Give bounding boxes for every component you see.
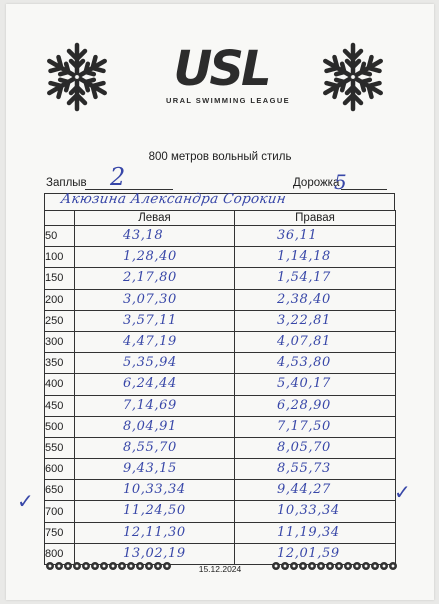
- mini-snowflake-icon: [353, 562, 361, 570]
- table-row: [45, 353, 396, 374]
- distance-cell: 250: [45, 310, 75, 331]
- footer-date: 15.12.2024: [198, 564, 242, 574]
- logo-letters: USL: [173, 41, 269, 97]
- right-time-cell: [235, 226, 396, 247]
- distance-cell: 150: [45, 268, 75, 289]
- event-title: 800 метров вольный стиль: [148, 151, 292, 163]
- right-time-cell: [235, 395, 396, 416]
- left-time-cell: [75, 374, 235, 395]
- table-row: [45, 416, 396, 437]
- right-time: 12,01,59: [277, 545, 340, 561]
- left-time-cell: [75, 459, 235, 480]
- left-time: 13,02,19: [123, 545, 186, 561]
- right-time-cell: [235, 416, 396, 437]
- table-row: [45, 289, 396, 310]
- distance-cell: 600: [45, 459, 75, 480]
- table-row: [45, 226, 396, 247]
- right-time: 11,19,34: [277, 524, 340, 540]
- mini-snowflake-icon: [389, 562, 397, 570]
- mini-snowflake-icon: [299, 562, 307, 570]
- heat-label: Заплыв: [46, 177, 87, 189]
- distance-cell: 500: [45, 416, 75, 437]
- header-distance: [45, 211, 75, 226]
- distance-cell: 450: [45, 395, 75, 416]
- distance-cell: 200: [45, 289, 75, 310]
- usl-logo: [146, 41, 296, 110]
- mini-snowflake-icon: [272, 562, 280, 570]
- header-right: Правая: [235, 211, 396, 226]
- left-time-cell: [75, 437, 235, 458]
- mini-snowflake-icon: [335, 562, 343, 570]
- left-time-cell: [75, 331, 235, 352]
- left-time-cell: [75, 226, 235, 247]
- right-time: 10,33,34: [277, 503, 340, 519]
- logo-subtitle: URAL SWIMMING LEAGUE: [165, 96, 291, 105]
- right-time-cell: [235, 437, 396, 458]
- table-header-row: [45, 211, 396, 226]
- right-time: 6,28,90: [277, 397, 331, 413]
- heat-value: 2: [110, 163, 126, 191]
- table-row: [45, 395, 396, 416]
- mini-snowflake-icon: [380, 562, 388, 570]
- right-time-cell: [235, 310, 396, 331]
- right-time-cell: [235, 374, 396, 395]
- mini-snowflake-icon: [326, 562, 334, 570]
- snowflake-icon: [318, 42, 388, 112]
- left-time: 11,24,50: [123, 503, 186, 519]
- left-time-cell: [75, 416, 235, 437]
- table-row: [45, 247, 396, 268]
- left-time: 43,18: [123, 228, 164, 243]
- mini-snowflake-icon: [308, 562, 316, 570]
- snowflake-strip-right: [272, 562, 397, 572]
- right-time-cell: [235, 459, 396, 480]
- right-time: 1,14,18: [277, 249, 331, 265]
- table-row: [45, 522, 396, 543]
- checkmark-right: ✓: [394, 480, 411, 504]
- swimmer-name-box: [44, 193, 395, 211]
- left-time-cell: [75, 522, 235, 543]
- left-time: 8,04,91: [123, 418, 177, 434]
- mini-snowflake-icon: [371, 562, 379, 570]
- header-left: Левая: [75, 211, 235, 226]
- left-time-cell: [75, 289, 235, 310]
- left-time: 7,14,69: [123, 397, 177, 413]
- results-sheet: [6, 4, 434, 600]
- right-time-cell: [235, 268, 396, 289]
- left-time-cell: [75, 480, 235, 501]
- left-time: 4,47,19: [123, 333, 177, 349]
- table-row: [45, 437, 396, 458]
- left-time-cell: [75, 247, 235, 268]
- right-time: 8,55,73: [277, 461, 331, 477]
- right-time-cell: [235, 501, 396, 522]
- snowflake-icon: [42, 42, 112, 112]
- distance-cell: 650: [45, 480, 75, 501]
- right-time: 7,17,50: [277, 418, 331, 434]
- left-time: 5,35,94: [123, 355, 177, 371]
- distance-cell: 750: [45, 522, 75, 543]
- table-row: [45, 331, 396, 352]
- right-time: 4,07,81: [277, 333, 331, 349]
- right-time-cell: [235, 522, 396, 543]
- left-time: 3,07,30: [123, 291, 177, 307]
- lane-value: 5: [334, 170, 347, 194]
- mini-snowflake-icon: [362, 562, 370, 570]
- right-time: 4,53,80: [277, 355, 331, 371]
- heat-underline: [85, 189, 173, 190]
- right-time-cell: [235, 247, 396, 268]
- left-time-cell: [75, 268, 235, 289]
- distance-cell: 800: [45, 543, 75, 564]
- right-time: 2,38,40: [277, 291, 331, 307]
- distance-cell: 50: [45, 226, 75, 247]
- distance-cell: 100: [45, 247, 75, 268]
- lane-label: Дорожка: [293, 177, 340, 189]
- mini-snowflake-icon: [317, 562, 325, 570]
- distance-cell: 300: [45, 331, 75, 352]
- right-time-cell: [235, 289, 396, 310]
- right-time: 1,54,17: [277, 270, 331, 286]
- distance-cell: 550: [45, 437, 75, 458]
- distance-cell: 350: [45, 353, 75, 374]
- right-time-cell: [235, 331, 396, 352]
- distance-cell: 400: [45, 374, 75, 395]
- right-time: 36,11: [277, 228, 318, 243]
- right-time: 3,22,81: [277, 312, 331, 328]
- table-row: [45, 374, 396, 395]
- right-time: 9,44,27: [277, 482, 331, 498]
- table-row: [45, 459, 396, 480]
- right-time-cell: [235, 353, 396, 374]
- mini-snowflake-icon: [290, 562, 298, 570]
- left-time: 8,55,70: [123, 439, 177, 455]
- mini-snowflake-icon: [344, 562, 352, 570]
- right-time-cell: [235, 480, 396, 501]
- table-row: [45, 501, 396, 522]
- right-time: 8,05,70: [277, 439, 331, 455]
- left-time: 3,57,11: [123, 312, 177, 328]
- left-time: 2,17,80: [123, 270, 177, 286]
- lane-underline: [341, 189, 387, 190]
- left-time-cell: [75, 310, 235, 331]
- table-row: [45, 310, 396, 331]
- left-time: 12,11,30: [123, 524, 186, 540]
- split-times-table: [44, 210, 396, 565]
- left-time-cell: [75, 501, 235, 522]
- left-time: 6,24,44: [123, 376, 177, 392]
- left-time-cell: [75, 353, 235, 374]
- mini-snowflake-icon: [281, 562, 289, 570]
- swimmer-name: Акюзина Александра Сорокин: [59, 191, 288, 207]
- left-time-cell: [75, 395, 235, 416]
- checkmark-left: ✓: [17, 489, 34, 513]
- left-time: 10,33,34: [123, 482, 186, 498]
- distance-cell: 700: [45, 501, 75, 522]
- left-time: 9,43,15: [123, 461, 177, 477]
- table-row: [45, 268, 396, 289]
- right-time: 5,40,17: [277, 376, 331, 392]
- table-row: [45, 480, 396, 501]
- left-time: 1,28,40: [123, 249, 177, 265]
